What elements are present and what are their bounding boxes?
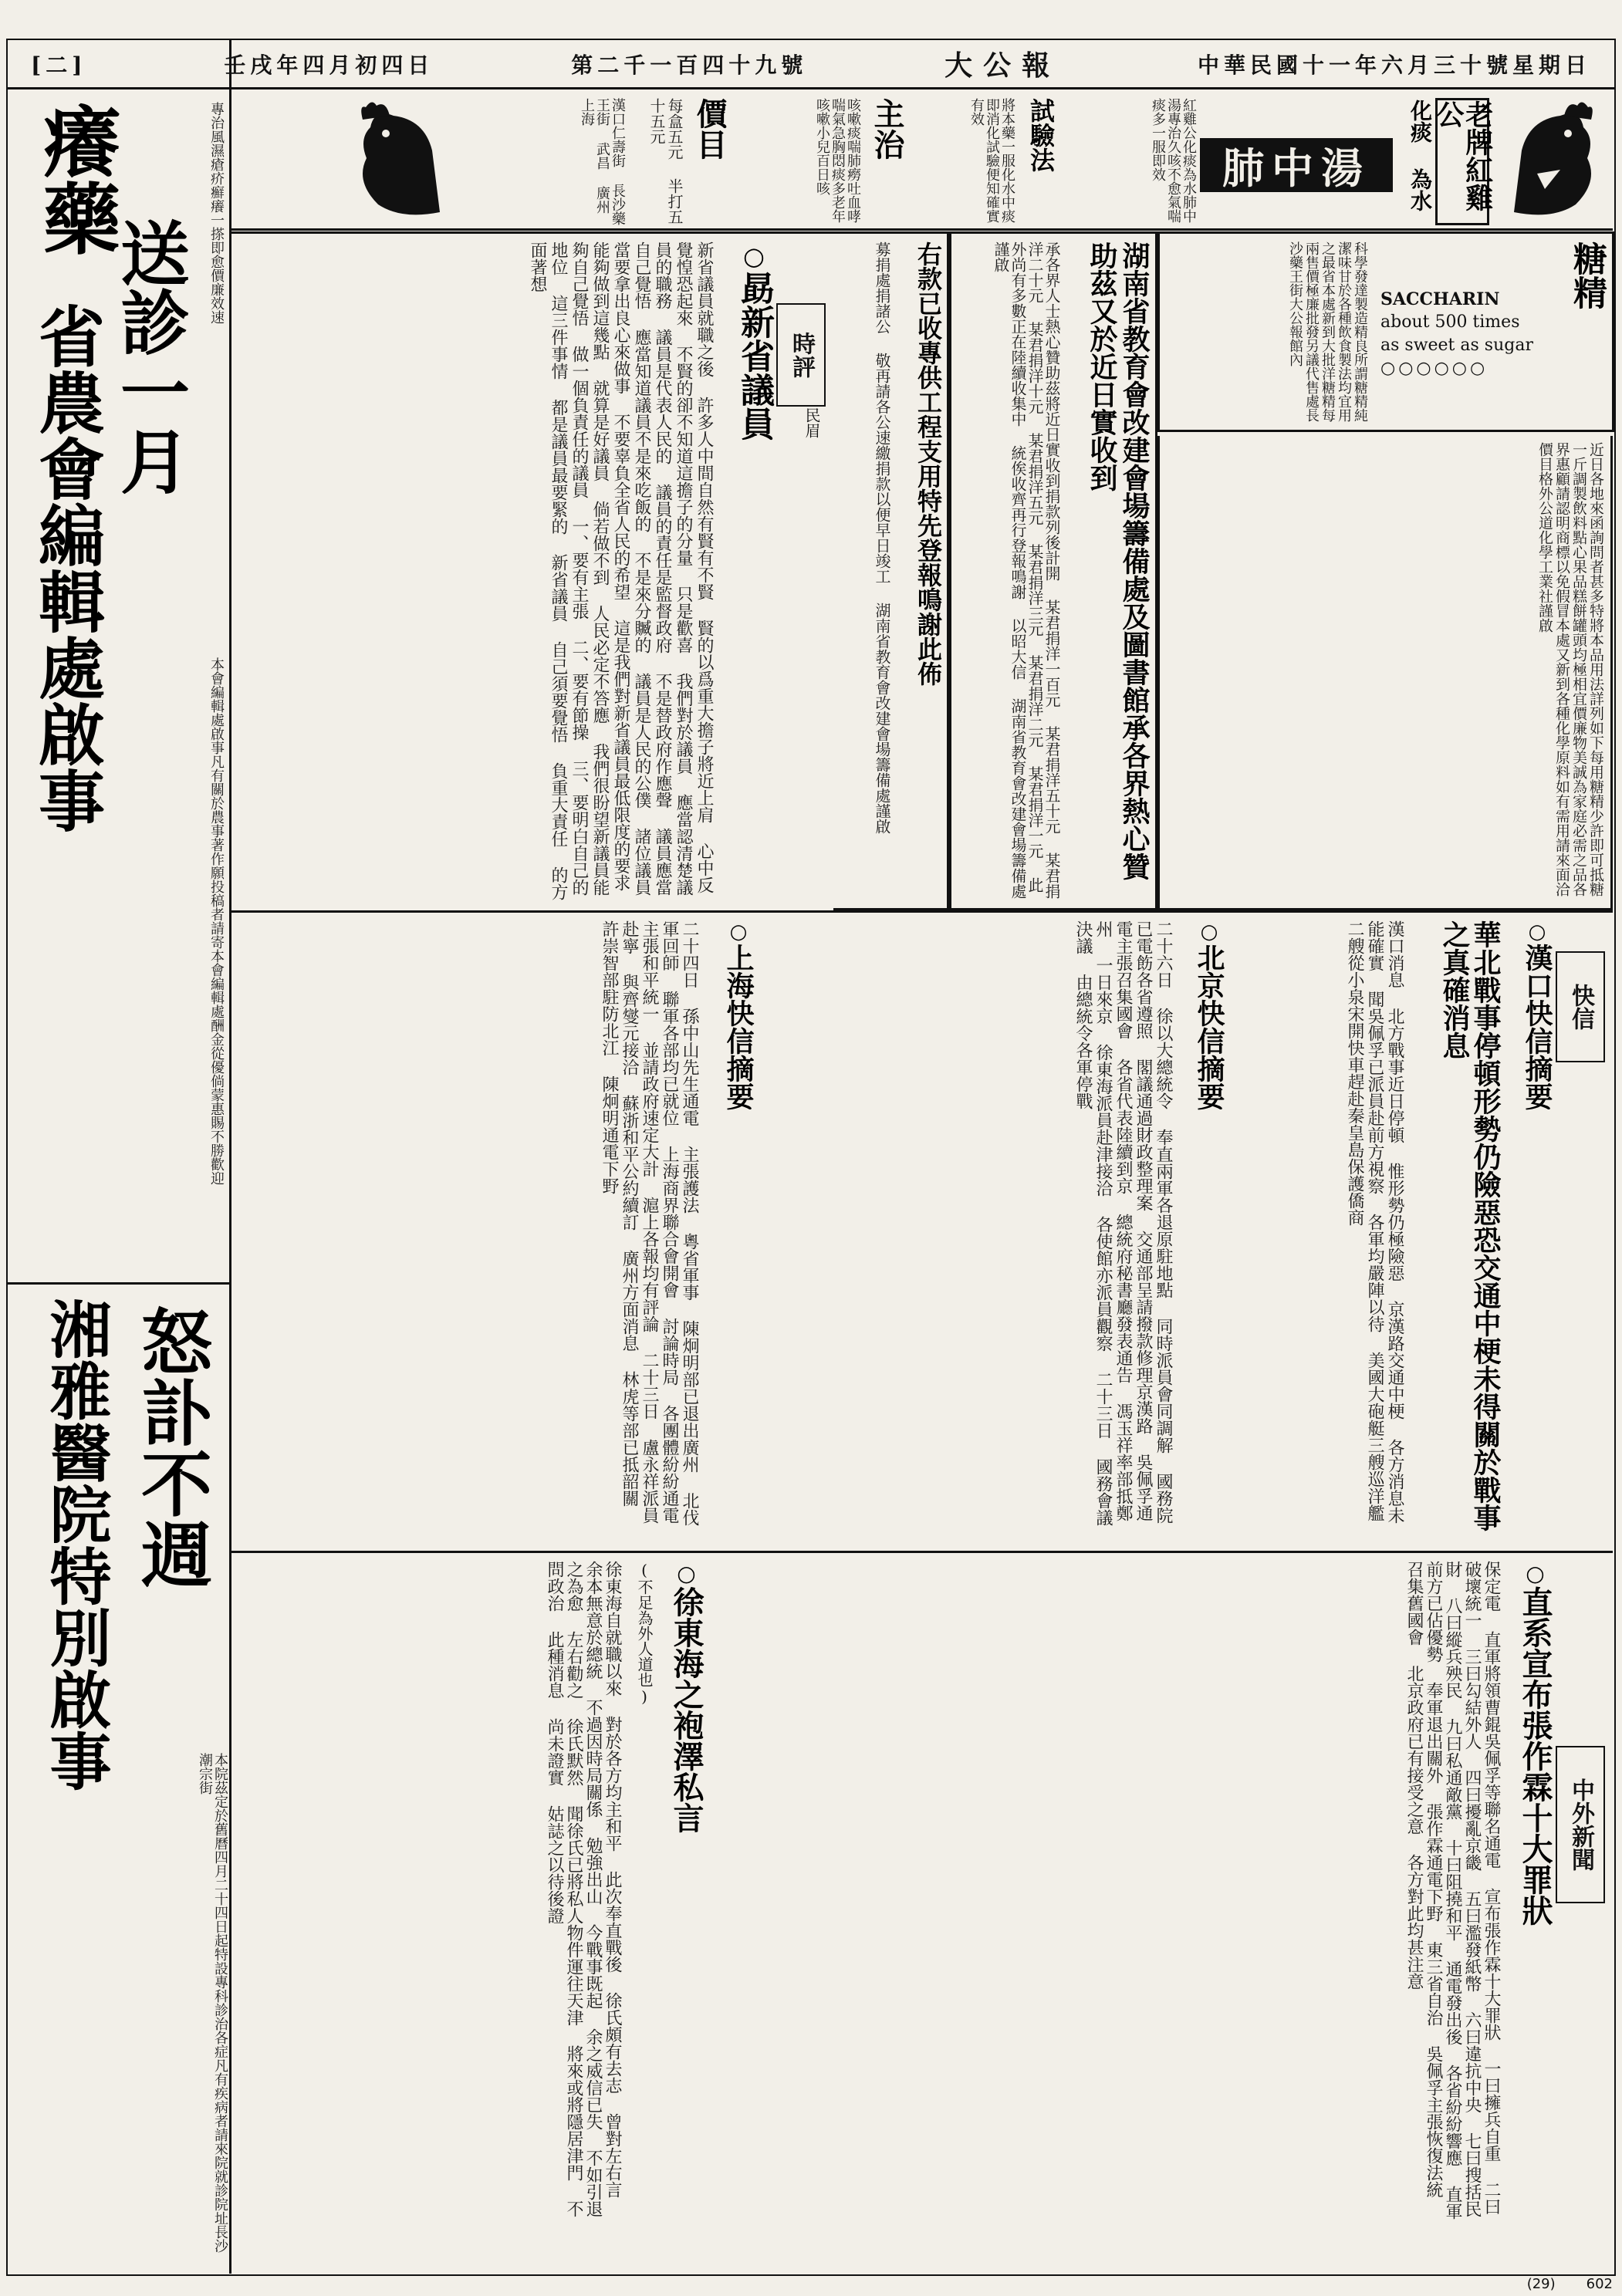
paper-name: 大公報	[944, 49, 1061, 82]
beijing-headline: ○北京快信摘要	[1193, 920, 1225, 1110]
ack-headline: 右款已收專供工程支用特先登報鳴謝此佈	[914, 241, 943, 686]
editorial-column	[231, 231, 833, 910]
plate-number: 602	[1586, 2276, 1613, 2292]
notice-headline: 湖南省教育會改建會場籌備處及圖書館承各界熱心贊助茲又於近日實收到	[1086, 241, 1151, 880]
editorial-section-label: 時評	[776, 303, 826, 407]
editorial-author: 民眉	[803, 407, 821, 438]
xiangya-hospital-title: 湘雅醫院特別啟事	[39, 1298, 112, 1791]
cure-drug-name: 肺中湯	[1200, 138, 1393, 192]
farm-assoc-body: 本會編輯處啟事凡有關於農事著作願投稿者請寄本會編輯處酬金從優倘蒙惠賜不勝歡迎	[208, 657, 225, 1185]
saccharin-ad	[1157, 231, 1614, 432]
rooster-logo-right	[1491, 96, 1607, 224]
price-label: 價目	[691, 98, 728, 160]
farm-assoc-title: 省農會編輯處啟事	[27, 302, 105, 833]
itch-medicine-desc: 專治風濕瘡疥癬癢一搽即愈價廉效速	[208, 102, 225, 324]
address-text: 漢口仁壽街 長沙藥王街 武昌 廣州 上海	[579, 98, 626, 225]
saccharin-detail: 近日各地來函詢問者甚多特將本品用法詳列如下每用糖精少許即可抵糖一斤調製飲料點心果品糕餅罐頭均極相宜價廉物美誠為家庭必需之品各界惠顧請認明商標以免假冒本處又新到各種化學原料如有需用請來面洽價目格外公道化學工業社謹啟	[1157, 436, 1613, 910]
page-mark: (29)	[1526, 2276, 1556, 2292]
itch-medicine-title: 癢藥	[30, 102, 121, 256]
obituary-title: 怒訃不週	[130, 1305, 213, 1589]
domestic-news-band	[231, 1551, 1613, 2230]
xu-author: (不足為外人道也)	[635, 1561, 654, 1706]
brand-old-red-rooster: 老牌紅雞公	[1435, 98, 1489, 225]
page-footer	[1466, 2276, 1613, 2294]
trial-method-label: 試驗法	[1026, 98, 1056, 172]
editorial-body: 新省議員就職之後 許多人中間自然有賢有不賢 賢的以爲重大擔子將近上肩 心中反覺惶恐起來 不賢的卻不知道這擔子的分量 只是歡喜 我們對於議員 應當認清楚議員的職務 議員是代表人民的 議員的責任是監督政府 不是替政府作應聲 議員應當自己覺悟 應當知道議員不是來吃飯的 不是來分贓的 議員是人民的公僕 諸位議員當要拿出良心來做事 不要辜負全省人民的希望 這是我們對新省議員最低限度的要求 能夠做到這幾點 就算是好議員 倘若做不到 人民必定不答應 我們很盼望新議員能夠自己覺悟 做一個負責任的議員 一、要有主張 二、要有節操 三、要明白自己的地位 這三件事情 都是議員最要緊的 新省議員 自己須要覺悟 負重大責任 的方面著想	[528, 241, 714, 900]
free-consult-title: 送診一月	[108, 218, 190, 495]
express-news-band	[231, 910, 1613, 1551]
publication-date: 中華民國十一年六月三十號星期日	[1197, 52, 1591, 78]
saccharin-desc: 科學發達製造精良所謂糖精純潔味甘於各種飲食製法均宜用之最省本處新到大批洋糖精每兩售價極廉批發另議代售處長沙藥王街大公報館內	[1287, 241, 1368, 422]
hankou-body: 漢口消息 北方戰事近日停頓 惟形勢仍極險惡 京漢路交通中梗 各方消息未能確實 聞吳佩孚已派員赴前方視察 各軍均嚴陣以待 美國大砲艇三艘巡洋艦二艘從小泉宋開快車趕赴秦皇島保護僑商	[1345, 920, 1404, 1524]
hankou-subhead: 華北戰事停頓形勢仍險惡恐交通中梗未得關於戰事之真確消息	[1438, 920, 1502, 1531]
cure-drug-desc: 紅雞公化痰為水肺中湯專治久咳不愈氣喘痰多一服即效	[1150, 98, 1197, 223]
editorial-headline: ○勗新省議員	[735, 241, 774, 441]
acknowledgement-notice	[833, 231, 949, 910]
manager-desc: 咳嗽痰喘肺癆吐血哮喘氣急胸悶痰多老年咳嗽小兒百日咳	[814, 98, 861, 223]
trial-desc: 將本藥一服化水中痰即消化試驗便知確實有效	[968, 98, 1015, 223]
page-number: [二]	[31, 52, 87, 78]
left-ad-column	[8, 40, 231, 2274]
ack-body: 募捐處捐諸公 敬再請各公速繳捐款以便早日竣工 湖南省教育會改建會場籌備處謹啟	[873, 241, 891, 834]
express-news-label: 快信	[1556, 951, 1605, 1062]
saccharin-title: 糖精	[1567, 241, 1607, 309]
notice-body: 承各界人士熱心贊助茲將近日實收到捐款列後計開 某君捐洋一百元 某君捐洋五十元 某君捐洋二十元 某君捐洋十元 某君捐洋五元 某君捐洋三元 某君捐洋二元 某君捐洋一元 此外尚有多數正在陸續收集中 統俟收齊再行登報鳴謝 以昭大信 湖南省教育會改建會場籌備處謹啟	[992, 241, 1061, 899]
price-text: 每盒五元 半打五十五元	[647, 98, 684, 225]
xu-body: 徐東海自就職以來 對於各方均主和平 此次奉直戰後 徐氏頗有去志 曾對左右言 余本無意於總統 不過因時局關係 勉強出山 今戰事既起 余之威信已失 不如引退之為愈 左右勸之 徐氏默然 聞徐氏已將私人物件運往天津 將來或將隱居津門 不問政治 此種消息 尚未證實 姑誌之以待後證	[545, 1561, 622, 2217]
zhili-headline: ○直系宣布張作霖十大罪狀	[1517, 1561, 1553, 1926]
issue-number: 第二千一百四十九號	[571, 52, 808, 78]
shanghai-headline: ○上海快信摘要	[722, 920, 755, 1110]
domestic-news-label: 中外新聞	[1556, 1746, 1605, 1903]
xu-headline: ○徐東海之袍澤私言	[668, 1561, 705, 1833]
manager-label: 主治	[869, 98, 905, 160]
education-association-notice	[949, 231, 1157, 910]
left-divider	[8, 1282, 231, 1285]
masthead-band	[8, 40, 1614, 89]
shanghai-body: 二十四日 孫中山先生通電 主張護法 粵省軍事 陳炯明部已退出廣州 北伐軍回師 聯軍各部均已就位 上海商界聯合會開會 討論時局 各團體紛紛通電 主張和平統一 並請政府速定大計 滬上各報均有評論 二十三日 盧永祥派員赴寧 與齊燮元接洽 蘇浙和平公約續訂 廣州方面消息 林虎等部已抵韶關 許崇智部駐防北江 陳炯明通電下野	[600, 920, 699, 1526]
beijing-body: 二十六日 徐以大總統令 奉直兩軍各退原駐地點 同時派員會同調解 國務院已電飭各省遵照 閣議通過財政整理案 交通部呈請撥款修理京漢路 吳佩孚通電主張召集國會 各省代表陸續到京 總統府秘書廳發表通告 馮玉祥率部抵鄭州 一日來京 徐東海派員赴津接洽 各使館亦派員觀察 二十三日 國務會議決議 由總統令各軍停戰	[1073, 920, 1173, 1526]
zhili-body: 保定電 直軍將領曹錕吳佩孚等聯名通電 宣布張作霖十大罪狀 一曰擁兵自重 二曰破壞統一 三曰勾結外人 四曰擾亂京畿 五曰濫發紙幣 六曰違抗中央 七曰搜括民財 八曰縱兵殃民 九曰私通敵黨 十曰阻撓和平 通電發出後 各省紛紛響應 直軍前方已佔優勢 奉軍退出關外 張作霖通電下野 東三省自治 吳佩孚主張恢復法統 召集舊國會 北京政府已有接受之意 各方對此均甚注意	[1404, 1561, 1501, 2220]
xiangya-body: 本院茲定於舊曆四月二十四日起特設專科診治各症凡有疾病者請來院就診院址長沙潮宗街	[197, 1753, 228, 2253]
hankou-headline: ○漢口快信摘要	[1521, 920, 1553, 1110]
rooster-logo-left	[347, 96, 463, 224]
saccharin-en: SACCHARIN about 500 times as sweet as sugar ○○○○○○	[1380, 289, 1533, 378]
top-ad-band	[231, 92, 1613, 231]
lunar-date: 壬戌年四月初四日	[224, 52, 434, 78]
cure-drug-tagline: 化痰 為水	[1407, 100, 1433, 211]
